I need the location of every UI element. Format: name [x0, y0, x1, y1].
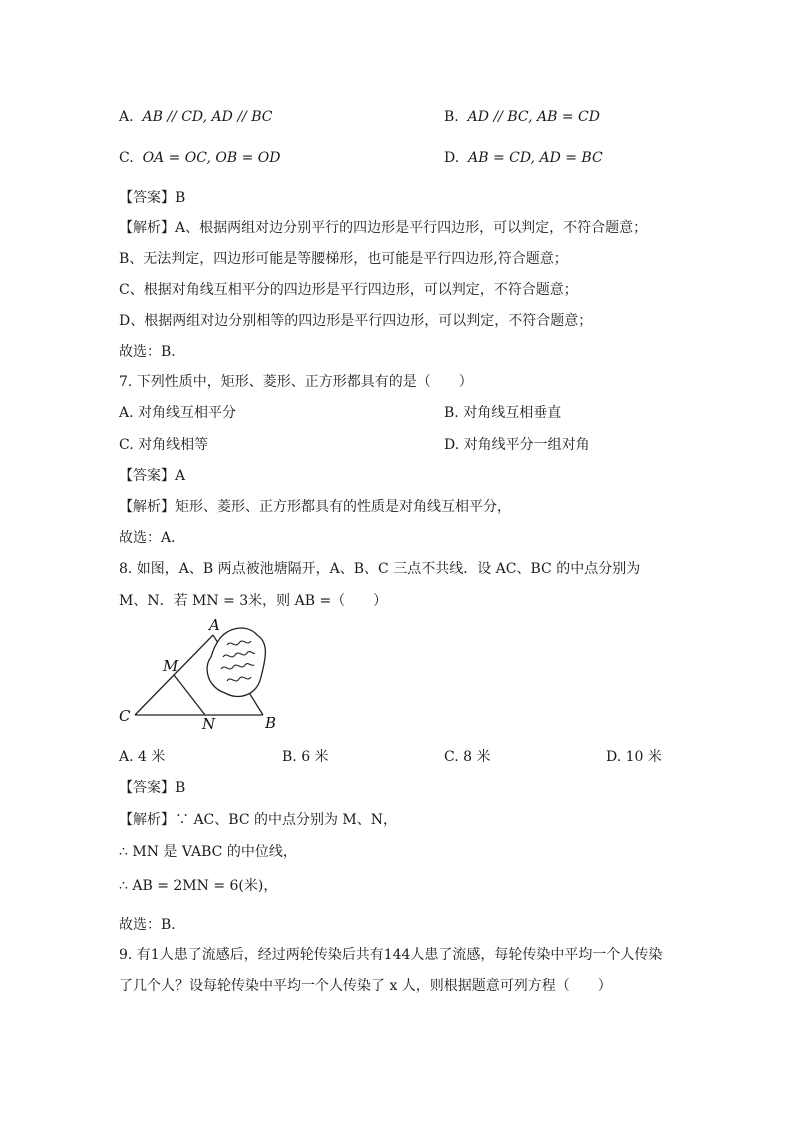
q7-stem: 7. 下列性质中，矩形、菱形、正方形都具有的是（ ）: [119, 374, 473, 390]
q7-option-c: C. 对角线相等: [119, 437, 209, 453]
q7-option-d: D. 对角线平分一组对角: [444, 437, 590, 453]
q6-answer: 【答案】B: [119, 190, 186, 206]
q6-analysis-line-2: B、无法判定，四边形可能是等腰梯形，也可能是平行四边形,符合题意；: [119, 251, 568, 267]
label-c: C: [119, 707, 131, 725]
q8-option-b: B. 6 米: [282, 749, 329, 765]
q6-option-c: C. OA = OC, OB = OD: [119, 150, 281, 166]
q6-analysis-line-1: 【解析】A、根据两组对边分别平行的四边形是平行四边形，可以判定，不符合题意；: [119, 220, 648, 236]
q8-option-c: C. 8 米: [444, 749, 491, 765]
q6-choose: 故选：B．: [119, 344, 186, 360]
q8-triangle-pond-figure: [115, 615, 285, 735]
q6-option-d: D. AB = CD, AD = BC: [444, 150, 603, 166]
q9-stem-line-1: 9. 有1人患了流感后，经过两轮传染后共有144人患了流感，每轮传染中平均一个人传染: [119, 947, 663, 963]
q8-stem-line-1: 8. 如图，A、B 两点被池塘隔开，A、B、C 三点不共线．设 AC、BC 的中点分别为: [119, 561, 641, 577]
q6-analysis-line-4: D、根据两组对边分别相等的四边形是平行四边形，可以判定，不符合题意；: [119, 313, 593, 329]
q8-analysis-line-1: 【解析】∵ AC、BC 的中点分别为 M、N，: [119, 812, 398, 828]
q8-analysis-line-3: ∴ AB = 2MN = 6(米)，: [119, 878, 278, 894]
q8-stem-line-2: M、N．若 MN = 3米，则 AB =（ ）: [119, 593, 388, 609]
q6-option-b: B. AD // BC, AB = CD: [444, 109, 600, 125]
q8-answer: 【答案】B: [119, 780, 186, 796]
q7-choose: 故选：A．: [119, 530, 186, 546]
q6-analysis-line-3: C、根据对角线互相平分的四边形是平行四边形，可以判定，不符合题意；: [119, 282, 578, 298]
q8-option-a: A. 4 米: [119, 749, 166, 765]
q8-option-d: D. 10 米: [606, 749, 662, 765]
q7-option-a: A. 对角线互相平分: [119, 405, 237, 421]
segment-mn: [174, 675, 205, 715]
q8-analysis-line-2: ∴ MN 是 VABC 的中位线，: [119, 844, 297, 860]
q7-option-b: B. 对角线互相垂直: [444, 405, 562, 421]
label-m: M: [163, 657, 179, 675]
q7-answer: 【答案】A: [119, 468, 186, 484]
label-n: N: [202, 715, 216, 733]
q7-analysis: 【解析】矩形、菱形、正方形都具有的性质是对角线互相平分，: [119, 499, 511, 515]
label-a: A: [209, 616, 220, 634]
q9-stem-line-2: 了几个人？设每轮传染中平均一个人传染了 x 人，则根据题意可列方程（ ）: [119, 978, 612, 994]
q8-choose: 故选：B．: [119, 917, 186, 933]
label-b: B: [265, 714, 277, 732]
q6-option-a: A. AB // CD, AD // BC: [119, 109, 273, 125]
